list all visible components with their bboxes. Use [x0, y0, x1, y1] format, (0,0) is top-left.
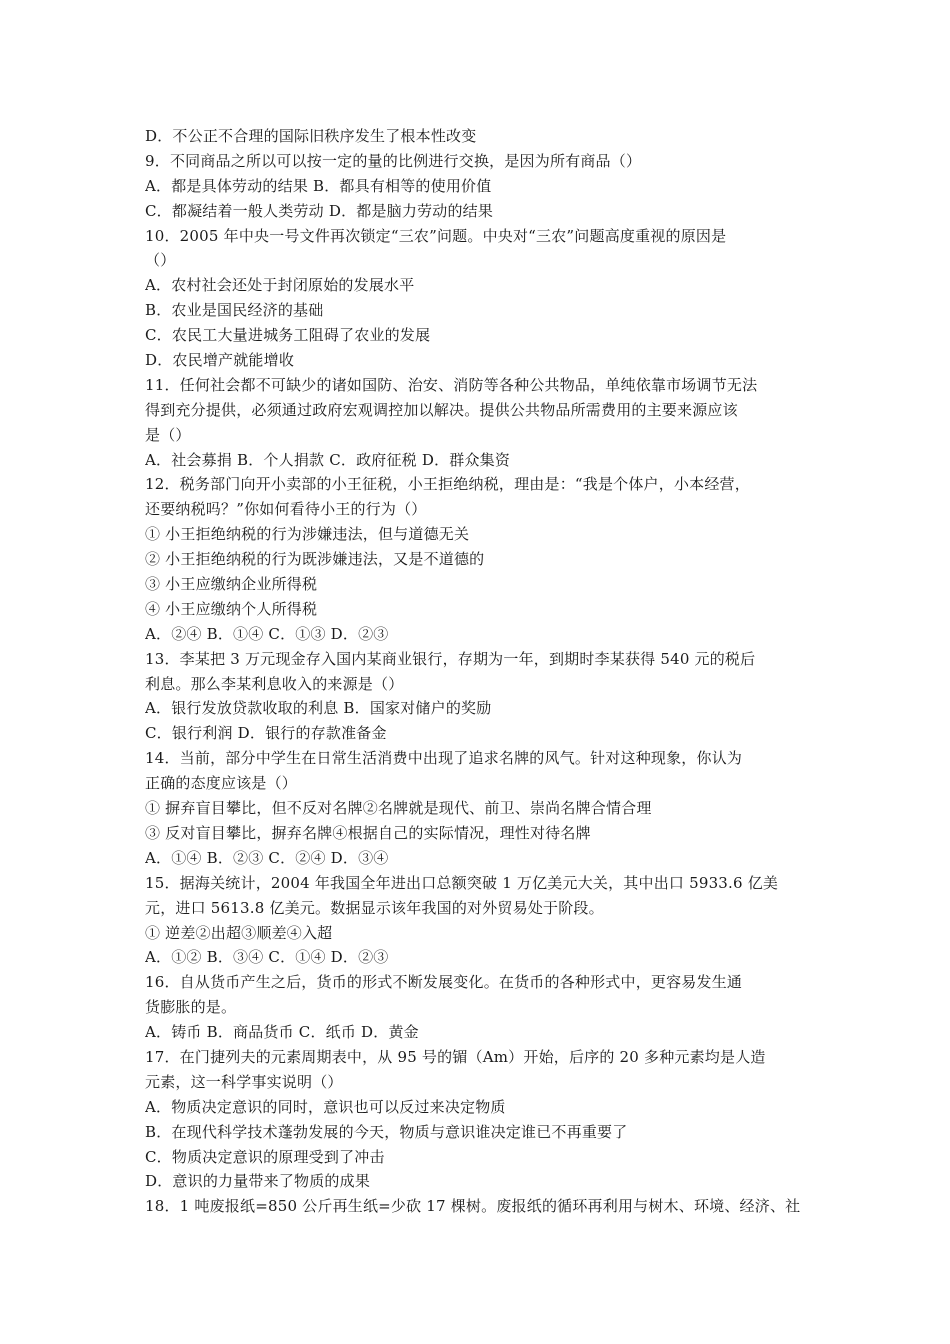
- text-line: B．在现代科学技术蓬勃发展的今天，物质与意识谁决定谁已不再重要了: [145, 1122, 628, 1141]
- text-line: 是（）: [145, 425, 191, 444]
- text-line: 元，进口 5613.8 亿美元。数据显示该年我国的对外贸易处于阶段。: [145, 898, 604, 917]
- text-line: A．都是具体劳动的结果 B．都具有相等的使用价值: [145, 176, 492, 195]
- text-line: A．农村社会还处于封闭原始的发展水平: [145, 276, 415, 295]
- text-line: 9．不同商品之所以可以按一定的量的比例进行交换，是因为所有商品（）: [145, 151, 642, 170]
- text-line: 13．李某把 3 万元现金存入国内某商业银行，存期为一年，到期时李某获得 540 元的税后: [145, 649, 756, 668]
- text-line: 正确的态度应该是（）: [145, 774, 298, 793]
- text-line: ③ 反对盲目攀比，摒弃名牌④根据自己的实际情况，理性对待名牌: [145, 823, 591, 842]
- text-line: A．①② B．③④ C．①④ D．②③: [145, 948, 389, 967]
- text-line: 17．在门捷列夫的元素周期表中，从 95 号的镅（Am）开始，后序的 20 多种元素均是人造: [145, 1047, 766, 1066]
- text-line: A．①④ B．②③ C．②④ D．③④: [145, 848, 389, 867]
- text-line: A．银行发放贷款收取的利息 B．国家对储户的奖励: [145, 699, 492, 718]
- text-line: 18．1 吨废报纸=850 公斤再生纸=少砍 17 棵树。废报纸的循环再利用与树木、环境、经济、社: [145, 1197, 801, 1216]
- text-line: C．都凝结着一般人类劳动 D．都是脑力劳动的结果: [145, 201, 494, 220]
- document-body: [145, 124, 810, 1219]
- text-line: 15．据海关统计，2004 年我国全年进出口总额突破 1 万亿美元大关，其中出口 5933.6 亿美: [145, 873, 779, 892]
- text-line: ① 摒弃盲目攀比，但不反对名牌②名牌就是现代、前卫、崇尚名牌合情合理: [145, 799, 652, 818]
- text-line: D．农民增产就能增收: [145, 351, 295, 370]
- text-line: C．农民工大量进城务工阻碍了农业的发展: [145, 326, 431, 345]
- text-line: 12．税务部门向开小卖部的小王征税，小王拒绝纳税，理由是：“我是个体户，小本经营，: [145, 475, 750, 494]
- text-line: 14．当前，部分中学生在日常生活消费中出现了追求名牌的风气。针对这种现象，你认为: [145, 749, 743, 768]
- text-line: A．②④ B．①④ C．①③ D．②③: [145, 624, 389, 643]
- text-line: ② 小王拒绝纳税的行为既涉嫌违法，又是不道德的: [145, 550, 485, 569]
- text-line: D．意识的力量带来了物质的成果: [145, 1172, 371, 1191]
- text-line: A．铸币 B．商品货币 C．纸币 D．黄金: [145, 1023, 419, 1042]
- text-line: 利息。那么李某利息收入的来源是（）: [145, 674, 404, 693]
- text-line: D．不公正不合理的国际旧秩序发生了根本性改变: [145, 127, 477, 145]
- text-line: 10．2005 年中央一号文件再次锁定“三农”问题。中央对“三农”问题高度重视的原因是: [145, 226, 727, 245]
- text-line: ③ 小王应缴纳企业所得税: [145, 575, 318, 594]
- text-line: 货膨胀的是。: [145, 998, 237, 1017]
- text-line: 11．任何社会都不可缺少的诸如国防、治安、消防等各种公共物品，单纯依靠市场调节无法: [145, 375, 758, 394]
- text-line: A．社会募捐 B．个人捐款 C．政府征税 D．群众集资: [145, 450, 511, 469]
- text-line: 16．自从货币产生之后，货币的形式不断发展变化。在货币的各种形式中，更容易发生通: [145, 973, 743, 992]
- text-line: C．物质决定意识的原理受到了冲击: [145, 1147, 385, 1166]
- text-line: ④ 小王应缴纳个人所得税: [145, 599, 318, 618]
- text-line: 还要纳税吗？”你如何看待小王的行为（）: [145, 500, 427, 519]
- text-line: （）: [145, 251, 176, 270]
- text-line: C．银行利润 D．银行的存款准备金: [145, 724, 387, 743]
- text-line: 元素，这一科学事实说明（）: [145, 1072, 343, 1091]
- text-line: ① 逆差②出超③顺差④入超: [145, 923, 333, 942]
- text-line: A．物质决定意识的同时，意识也可以反过来决定物质: [145, 1097, 506, 1116]
- text-line: B．农业是国民经济的基础: [145, 301, 324, 320]
- text-line: 得到充分提供，必须通过政府宏观调控加以解决。提供公共物品所需费用的主要来源应该: [145, 400, 738, 419]
- text-line: ① 小王拒绝纳税的行为涉嫌违法，但与道德无关: [145, 525, 470, 544]
